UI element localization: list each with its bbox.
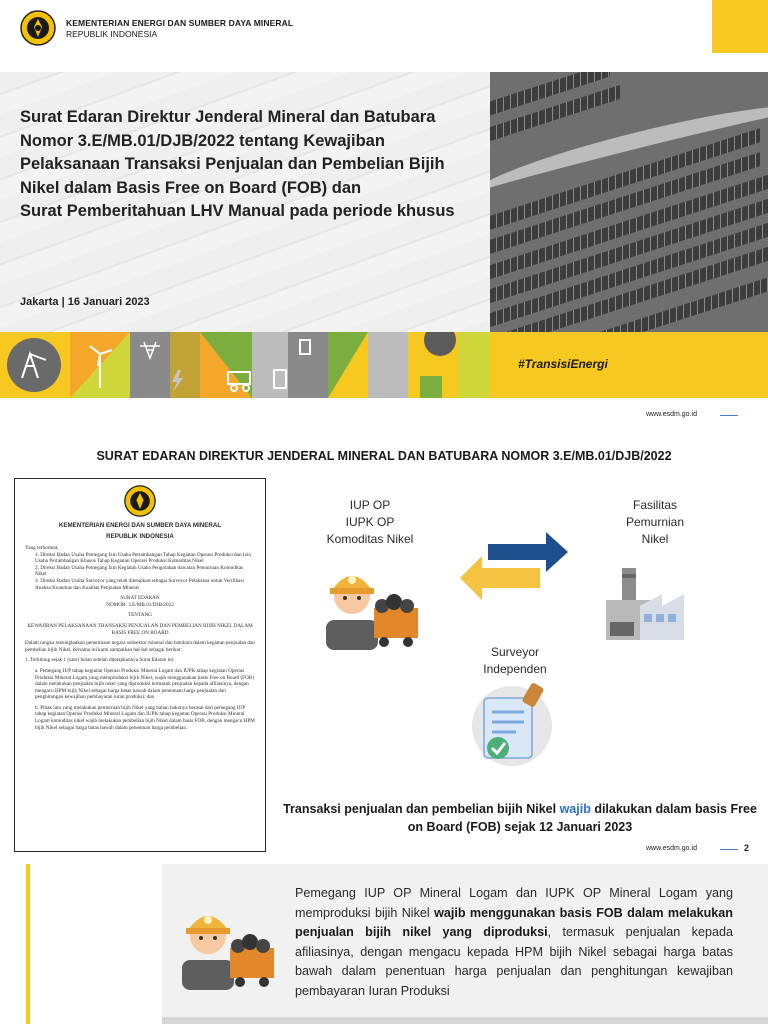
- miner-icon: [322, 562, 422, 650]
- ministry-line1: KEMENTERIAN ENERGI DAN SUMBER DAYA MINERAL: [66, 18, 294, 28]
- miner-icon: [178, 902, 278, 990]
- label-fasilitas: Fasilitas Pemurnian Nikel: [625, 498, 685, 546]
- slide3-summary: [0, 864, 768, 1024]
- slide-title: Surat Edaran Direktur Jenderal Mineral dan Batubara Nomor 3.E/MB.01/DJB/2022 tentang Kewajiban Pelaksanaan Transaksi Penjualan dan Pembelian Bijih Nikel dalam Basis Free on Board (FOB) dan Surat Pemberitahuan LHV Manual pada periode khusus: [20, 108, 455, 220]
- document-check-icon: [470, 680, 556, 768]
- factory-icon: [604, 564, 692, 642]
- page-number: 2: [744, 843, 750, 853]
- hashtag-label: #TransisiEnergi: [518, 357, 608, 371]
- presentation-date: Jakarta | 16 Januari 2023: [20, 296, 150, 308]
- header-bar: [0, 0, 768, 70]
- ministry-name: [66, 18, 293, 40]
- ministry-line2: REPUBLIK INDONESIA: [66, 29, 158, 39]
- hashtag-bar: [490, 332, 768, 398]
- accent-bar: [26, 864, 30, 1024]
- corner-accent: [712, 0, 768, 53]
- solar-farm-photo: [490, 72, 768, 332]
- label-surveyor: Surveyor Independen: [483, 645, 547, 676]
- energy-icon-strip: [0, 332, 490, 398]
- circular-letter-document: KEMENTERIAN ENERGI DAN SUMBER DAYA MINERAL REPUBLIK INDONESIA Yang terhormat, 1. Direksi Badan Usaha Pemegang Izin Usaha Pertambangan Tahap Kegiatan Operasi Produksi dan Izin Usaha Pertambangan Khusus Tahap Kegiatan Operasi Produksi Komoditas Nikel 2. Direksi Badan Usaha Pemegang Izin Kegiatan Usaha Pengolahan dan/atau Pemurnian Komoditas Nikel 3. Direksi Badan Usaha Surveyor yang telah ditetapkan sebagai Surveyor Pelaksana untuk Verifikasi Analisa Kuantitas dan Kualitas Penjualan Mineral SURAT EDARAN NOMOR: 3.E/MB.01/DJB/2022 TENTANG KEWAJIBAN PELAKSANAAN TRANSAKSI PENJUALAN DAN PEMBELIAN BIJIH NIKEL DALAM BASIS FREE ON BOARD Dalam rangka meningkatkan penerimaan negara subsektor mineral dan batubara dalam kegiatan penjualan dan pembelian bijih Nikel, bersama ini kami sampaikan hal-hal sebagai berikut: 1. Terhitung sejak 1 (satu) bulan setelah ditetapkannya Surat Edaran ini: a. Pemegang IUP tahap kegiatan Operasi Produksi Mineral Logam dan IUPK tahap kegiatan Operasi Produksi Mineral Logam yang memproduksi bijih Nikel, wajib menggunakan basis Free on Board (FOB) dalam melakukan penjualan bijih nikel yang diproduksi termasuk penjualan kepada afiliasinya, dengan mengacu HPM bijih Nikel sebagai harga batas bawah dalam penentuan harga penjualan dan penghitungan kewajiban pembayaran iuran produksi; dan b. Pihak lain yang melakukan pemurnian bijih Nikel yang bahan bakunya berasal dari pemegang IUP tahap kegiatan Operasi Produksi Mineral Logam dan IUPK tahap kegiatan Operasi Produksi Mineral Logam komoditas nikel wajib melakukan pembelian bijih Nikel dalam basis FOB, dengan mengacu HPM bijih Nikel sebagai harga batas bawah dalam penentuan harga pembelian.: [14, 478, 266, 852]
- slide2-title: SURAT EDARAN DIREKTUR JENDERAL MINERAL DAN BATUBARA NOMOR 3.E/MB.01/DJB/2022: [96, 449, 672, 463]
- website-link[interactable]: www.esdm.go.id: [646, 411, 697, 418]
- esdm-logo: [20, 10, 56, 46]
- label-iup: IUP OP IUPK OP Komoditas Nikel: [326, 498, 414, 546]
- summary-text: Pemegang IUP OP Mineral Logam dan IUPK OP Mineral Logam yang memproduksi bijih Nikel wajib menggunakan basis FOB dalam melakukan penjualan bijih nikel yang diproduksi, termasuk penjualan kepada afiliasinya, dengan mengacu kepada HPM bijih Nikel sebagai harga batas bawah dalam penentuan harga penjualan dan penghitungan kewajiban pembayaran Iuran Produksi: [295, 886, 733, 998]
- esdm-logo: [124, 485, 156, 517]
- website-link[interactable]: www.esdm.go.id: [646, 845, 697, 852]
- exchange-arrows-icon: [458, 530, 570, 612]
- title-slide: [0, 0, 768, 418]
- slide2-caption: Transaksi penjualan dan pembelian bijih Nikel wajib dilakukan dalam basis Free on Board (FOB) sejak 12 Januari 2023: [283, 802, 757, 834]
- hero-banner: [0, 72, 768, 332]
